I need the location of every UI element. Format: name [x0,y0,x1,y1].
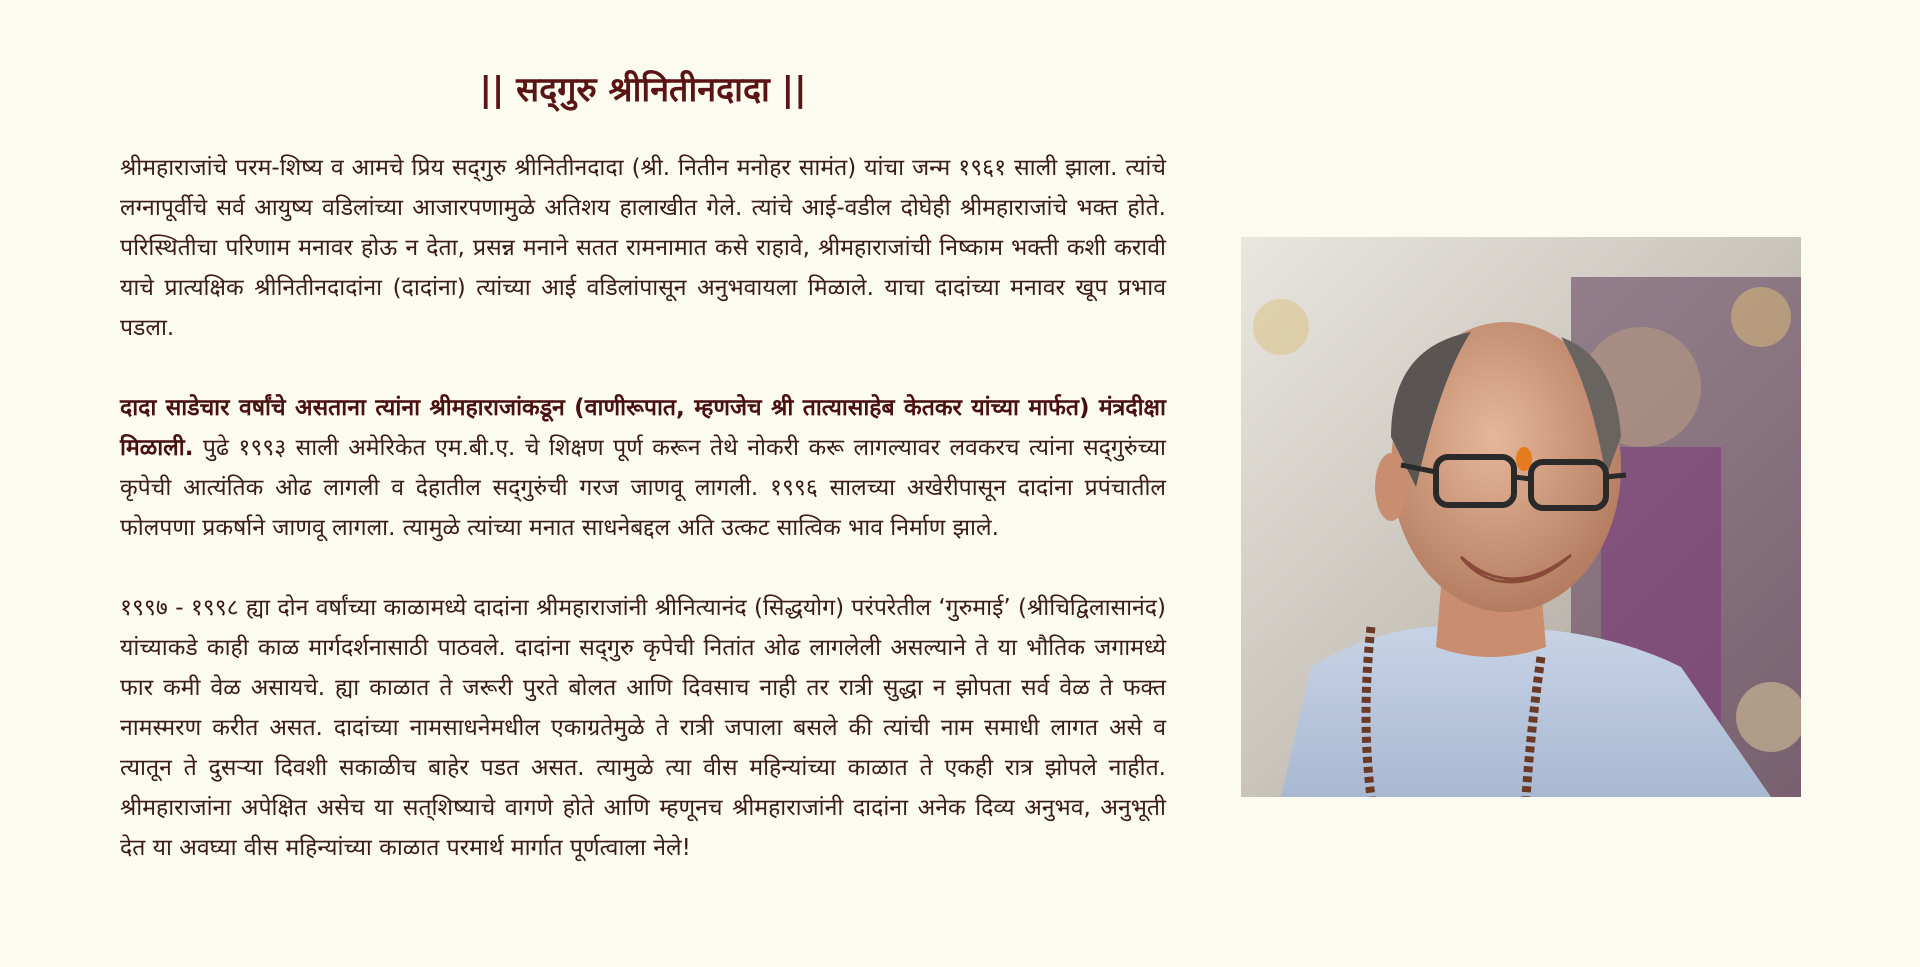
portrait-photo [1241,237,1801,797]
paragraph-diksha [120,388,1166,548]
page-title: || सद्‌गुरु श्रीनितीनदादा || [479,70,807,110]
paragraph-diksha-rest: पुढे १९९३ साली अमेरिकेत एम.बी.ए. चे शिक्षण पूर्ण करून तेथे नोकरी करू लागल्यावर लवकरच त्यांना सद्‌गुरुंच्या कृपेची आत्यंतिक ओढ लागली व देहातील सद्‌गुरुंची गरज जाणवू लागली. १९९६ सालच्या अखेरीपासून दादांना प्रपंचातील फोलपणा प्रकर्षाने जाणवू लागला. त्यामुळे त्यांच्या मनात साधनेबद्दल अति उत्कट सात्विक भाव निर्माण झाले. [120,435,1166,541]
text-column [120,62,1166,908]
paragraph-diksha-bold: दादा साडेचार वर्षांचे असताना त्यांना श्रीमहाराजांकडून (वाणीरूपात, म्हणजेच श्री तात्यासाहेब केतकर यांच्या मार्फत) मंत्रदीक्षा मिळाली. [120,395,1166,461]
paragraph-sadhana: १९९७ - १९९८ ह्या दोन वर्षांच्या काळामध्ये दादांना श्रीमहाराजांनी श्रीनित्यानंद (सिद्धयोग) परंपरेतील ‘गुरुमाई’ (श्रीचिद्विलासानंद) यांच्याकडे काही काळ मार्गदर्शनासाठी पाठवले. दादांना सद्‌गुरु कृपेची नितांत ओढ लागलेली असल्याने ते या भौतिक जगामध्ये फार कमी वेळ असायचे. ह्या काळात ते जरूरी पुरते बोलत आणि दिवसाच नाही तर रात्री सुद्धा न झोपता सर्व वेळ ते फक्त नामस्मरण करीत असत. दादांच्या नामसाधनेमधील एकाग्रतेमुळे ते रात्री जपाला बसले की त्यांची नाम समाधी लागत असे व त्यातून ते दुसऱ्या दिवशी सकाळीच बाहेर पडत असत. त्यामुळे त्या वीस महिन्यांच्या काळात ते एकही रात्र झोपले नाहीत. श्रीमहाराजांना अपेक्षित असेच या सत्‌शिष्याचे वागणे होते आणि म्हणूनच श्रीमहाराजांनी दादांना अनेक दिव्य अनुभव, अनुभूती देत या अवघ्या वीस महिन्यांच्या काळात परमार्थ मार्गात पूर्णत्वाला नेले! [120,595,1166,861]
paragraph-birth: श्रीमहाराजांचे परम-शिष्य व आमचे प्रिय सद्‌गुरु श्रीनितीनदादा (श्री. नितीन मनोहर सामंत) यांचा जन्म १९६१ साली झाला. त्यांचे लग्नापूर्वीचे सर्व आयुष्य वडिलांच्या आजारपणामुळे अतिशय हालाखीत गेले. त्यांचे आई-वडील दोघेही श्रीमहाराजांचे भक्त होते. परिस्थितीचा परिणाम मनावर होऊ न देता, प्रसन्न मनाने सतत रामनामात कसे राहावे, श्रीमहाराजांची निष्काम भक्ती कशी करावी याचे प्रात्यक्षिक श्रीनितीनदादांना (दादांना) त्यांच्या आई वडिलांपासून अनुभवायला मिळाले. याचा दादांच्या मनावर खूप प्रभाव पडला. [120,155,1166,341]
portrait-illustration [1241,237,1801,797]
